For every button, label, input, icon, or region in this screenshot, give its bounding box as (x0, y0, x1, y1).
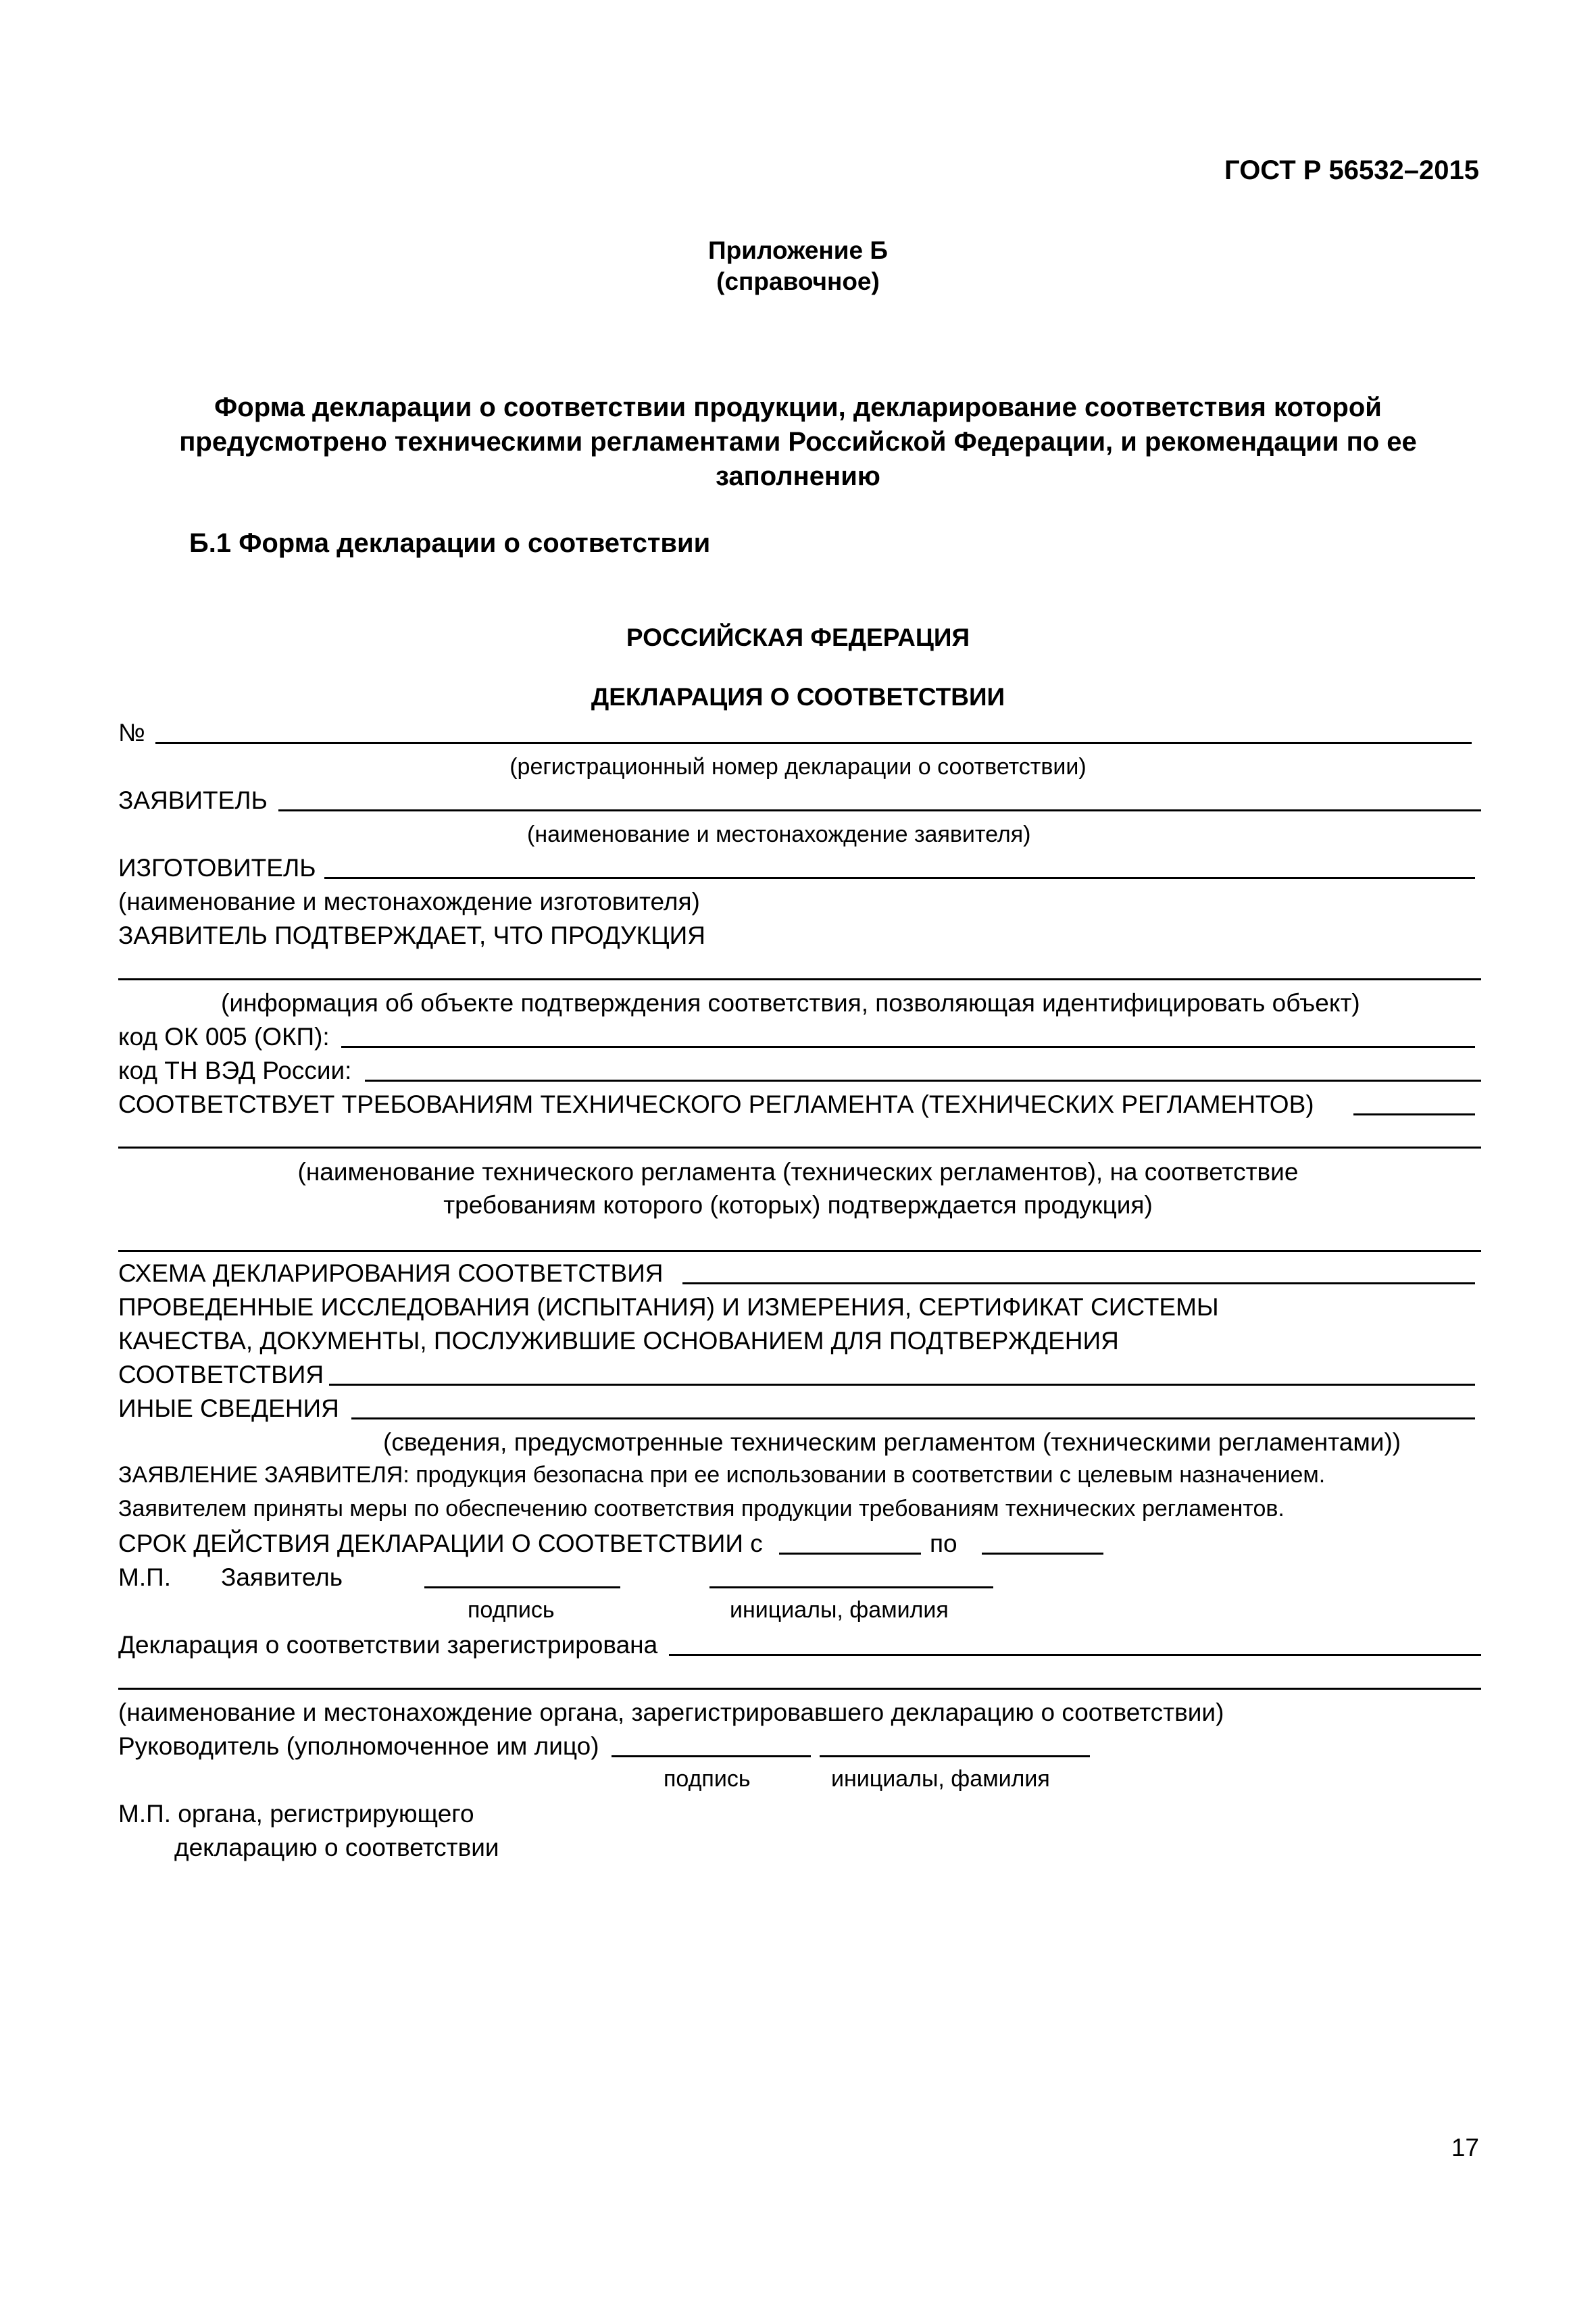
head-initials-line[interactable] (820, 1755, 1090, 1757)
manufacturer-hint: (наименование и местонахождение изготовителя) (118, 888, 700, 915)
form-doc-title: ДЕКЛАРАЦИЯ О СООТВЕТСТВИИ (591, 683, 1005, 711)
page-number: 17 (1451, 2134, 1479, 2161)
manufacturer-line[interactable] (324, 877, 1475, 879)
okp-line[interactable] (341, 1046, 1475, 1048)
registrar-stamp-line-2: декларацию о соответствии (174, 1834, 499, 1861)
main-title-line2: предусмотрено техническими регламентами Российской Федерации, и рекомендации по ее (179, 427, 1417, 457)
applicant-line[interactable] (278, 809, 1481, 811)
object-hint: (информация об объекте подтверждения соответствия, позволяющая идентифицировать объект) (221, 989, 1360, 1017)
head-label: Руководитель (уполномоченное им лицо) (118, 1732, 599, 1760)
number-label: № (118, 719, 145, 747)
form-country: РОССИЙСКАЯ ФЕДЕРАЦИЯ (626, 624, 970, 651)
applicant-initials-line[interactable] (709, 1586, 993, 1588)
research-line-2: КАЧЕСТВА, ДОКУМЕНТЫ, ПОСЛУЖИВШИЕ ОСНОВАНИЕМ ДЛЯ ПОДТВЕРЖДЕНИЯ (118, 1327, 1119, 1355)
registrar-stamp-line-1: М.П. органа, регистрирующего (118, 1800, 474, 1828)
applicant-label: ЗАЯВИТЕЛЬ (118, 786, 268, 814)
regulation-hint-1: (наименование технического регламента (технических регламентов), на соответствие (297, 1158, 1299, 1186)
statement-line-2: Заявителем приняты меры по обеспечению соответствия продукции требованиям технических регламентов. (118, 1496, 1285, 1521)
regulation-line[interactable] (118, 1147, 1481, 1149)
validity-to-label: по (930, 1530, 957, 1557)
validity-from-line[interactable] (779, 1553, 921, 1555)
applicant-signature-hint: подпись (468, 1597, 555, 1623)
main-title-line1: Форма декларации о соответствии продукции, декларирование соответствия которой (214, 393, 1382, 422)
statement-line-1: ЗАЯВЛЕНИЕ ЗАЯВИТЕЛЯ: продукция безопасна при ее использовании в соответствии с целевым назначением. (118, 1462, 1326, 1488)
tnved-label: код ТН ВЭД России: (118, 1057, 352, 1084)
applicant-hint: (наименование и местонахождение заявителя) (527, 822, 1031, 847)
main-title-line3: заполнению (716, 461, 880, 491)
registered-line[interactable] (669, 1654, 1481, 1656)
scheme-label: СХЕМА ДЕКЛАРИРОВАНИЯ СООТВЕТСТВИЯ (118, 1259, 664, 1287)
complies-line[interactable] (1353, 1113, 1475, 1115)
regulation-hint-2: требованиям которого (которых) подтверждается продукция) (443, 1191, 1153, 1219)
confirms-text: ЗАЯВИТЕЛЬ ПОДТВЕРЖДАЕТ, ЧТО ПРОДУКЦИЯ (118, 922, 705, 949)
registered-label: Декларация о соответствии зарегистрирована (118, 1631, 658, 1659)
registrar-hint: (наименование и местонахождение органа, зарегистрировавшего декларацию о соответствии) (118, 1699, 1224, 1726)
appendix-note: (справочное) (716, 268, 880, 295)
head-initials-hint: инициалы, фамилия (831, 1766, 1050, 1792)
stamp-label: М.П. (118, 1563, 171, 1591)
okp-label: код ОК 005 (ОКП): (118, 1023, 330, 1051)
head-signature-line[interactable] (612, 1755, 811, 1757)
manufacturer-label: ИЗГОТОВИТЕЛЬ (118, 854, 316, 882)
complies-text: СООТВЕТСТВУЕТ ТРЕБОВАНИЯМ ТЕХНИЧЕСКОГО РЕГЛАМЕНТА (ТЕХНИЧЕСКИХ РЕГЛАМЕНТОВ) (118, 1090, 1314, 1118)
section-heading: Б.1 Форма декларации о соответствии (189, 528, 711, 558)
research-line-1: ПРОВЕДЕННЫЕ ИССЛЕДОВАНИЯ (ИСПЫТАНИЯ) И ИЗМЕРЕНИЯ, СЕРТИФИКАТ СИСТЕМЫ (118, 1293, 1219, 1321)
standard-code: ГОСТ Р 56532–2015 (1224, 155, 1479, 185)
appendix-title: Приложение Б (708, 236, 888, 264)
other-label: ИНЫЕ СВЕДЕНИЯ (118, 1394, 339, 1422)
other-line[interactable] (351, 1417, 1475, 1419)
number-hint: (регистрационный номер декларации о соответствии) (509, 754, 1087, 780)
regulation-line-2[interactable] (118, 1250, 1481, 1252)
registered-line-2[interactable] (118, 1688, 1481, 1690)
applicant-sign-label: Заявитель (221, 1563, 343, 1591)
research-line-3: СООТВЕТСТВИЯ (118, 1361, 324, 1388)
validity-to-line[interactable] (982, 1553, 1103, 1555)
number-line[interactable] (155, 742, 1472, 744)
other-hint: (сведения, предусмотренные техническим регламентом (техническими регламентами)) (383, 1428, 1401, 1456)
validity-label: СРОК ДЕЙСТВИЯ ДЕКЛАРАЦИИ О СООТВЕТСТВИИ с (118, 1530, 763, 1557)
tnved-line[interactable] (365, 1080, 1481, 1082)
applicant-initials-hint: инициалы, фамилия (730, 1597, 949, 1623)
object-line[interactable] (118, 978, 1481, 980)
applicant-signature-line[interactable] (424, 1586, 620, 1588)
head-signature-hint: подпись (664, 1766, 751, 1792)
research-line[interactable] (329, 1384, 1475, 1386)
scheme-line[interactable] (682, 1282, 1475, 1284)
